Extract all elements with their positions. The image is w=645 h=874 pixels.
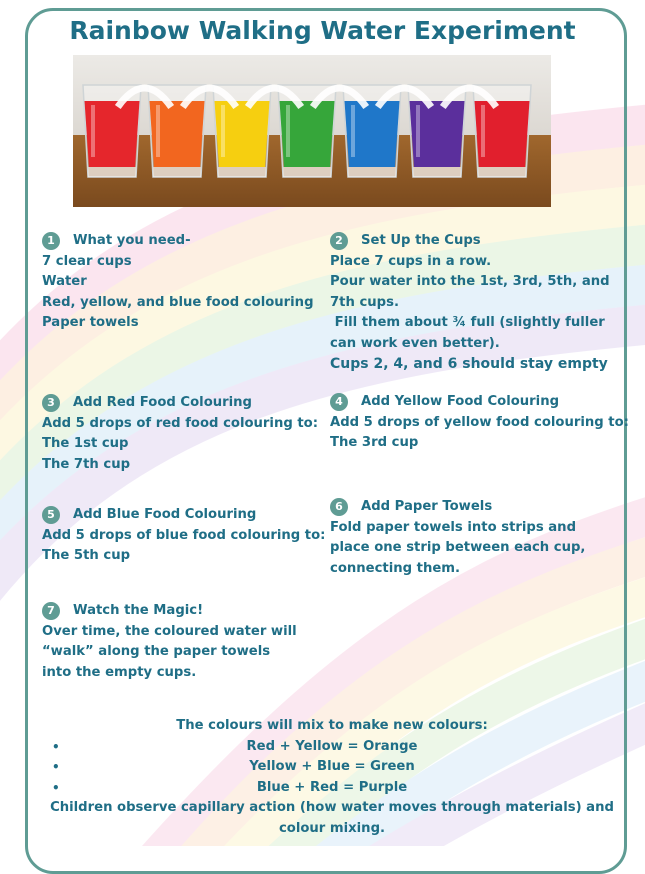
mix-list-item bbox=[42, 737, 622, 758]
cup-7 bbox=[473, 85, 531, 177]
step-line: Add 5 drops of blue food colouring to: bbox=[42, 527, 326, 543]
mix-list-item bbox=[42, 778, 622, 799]
step-number-badge: 7 bbox=[42, 602, 60, 620]
summary-conclusion: Children observe capillary action (how water moves through materials) and colour mixing. bbox=[50, 800, 614, 836]
step-line: Over time, the coloured water will “walk” along the paper towels into the empty cups. bbox=[42, 623, 297, 680]
step-line: Add 5 drops of yellow food colouring to: bbox=[330, 414, 629, 430]
step-line: Fold paper towels into strips and place one strip between each cup, connecting them. bbox=[330, 519, 586, 576]
step-line: The 7th cup bbox=[42, 456, 131, 472]
summary-intro: The colours will mix to make new colours: bbox=[176, 718, 488, 733]
mix-text: Blue + Red = Purple bbox=[256, 779, 408, 795]
step-number-badge: 5 bbox=[42, 506, 60, 524]
step-5-section bbox=[42, 505, 327, 567]
step-heading: Watch the Magic! bbox=[73, 603, 204, 618]
page-title: Rainbow Walking Water Experiment bbox=[69, 16, 576, 45]
step-line: Place 7 cups in a row. bbox=[330, 253, 492, 269]
step-heading: Add Paper Towels bbox=[361, 499, 493, 514]
step-1-section bbox=[42, 231, 322, 334]
step-7-section bbox=[42, 601, 297, 683]
step-heading: What you need- bbox=[73, 233, 191, 248]
step-heading: Set Up the Cups bbox=[361, 233, 481, 248]
cup-6 bbox=[408, 85, 466, 177]
step-line: Paper towels bbox=[42, 315, 139, 330]
mix-text: Red + Yellow = Orange bbox=[246, 738, 418, 754]
step-line: Add 5 drops of red food colouring to: bbox=[42, 415, 319, 431]
cup-1 bbox=[83, 85, 141, 177]
step-2-section bbox=[330, 231, 622, 375]
bullet-icon: • bbox=[52, 780, 60, 795]
bullet-icon: • bbox=[52, 739, 60, 754]
cup-4 bbox=[278, 85, 336, 177]
step-heading: Add Red Food Colouring bbox=[73, 395, 252, 410]
summary-section bbox=[42, 716, 622, 839]
step-line: Red, yellow, and blue food colouring bbox=[42, 294, 314, 310]
step-6-section bbox=[330, 497, 615, 579]
bullet-icon: • bbox=[52, 760, 60, 774]
mix-text: Yellow + Blue = Green bbox=[249, 759, 415, 774]
step-heading: Add Yellow Food Colouring bbox=[361, 394, 560, 409]
step-number-badge: 2 bbox=[330, 232, 348, 250]
step-3-section bbox=[42, 393, 327, 475]
step-line: Pour water into the 1st, 3rd, 5th, and 7th cups. bbox=[330, 274, 610, 310]
step-number-badge: 3 bbox=[42, 394, 60, 412]
step-number-badge: 4 bbox=[330, 393, 348, 411]
cup-3 bbox=[213, 85, 271, 177]
step-number-badge: 1 bbox=[42, 232, 60, 250]
cup-2 bbox=[148, 85, 206, 177]
walking-water-photo bbox=[73, 55, 551, 207]
step-line: Water bbox=[42, 274, 87, 289]
step-line: Cups 2, 4, and 6 should stay empty bbox=[330, 356, 608, 372]
step-line: The 5th cup bbox=[42, 548, 131, 563]
step-line: The 1st cup bbox=[42, 436, 129, 451]
mix-list-item bbox=[42, 757, 622, 778]
step-line: 7 clear cups bbox=[42, 253, 132, 269]
step-line: The 3rd cup bbox=[330, 435, 419, 450]
step-line: Fill them about ¾ full (slightly fuller can work even better). bbox=[330, 315, 610, 351]
step-number-badge: 6 bbox=[330, 498, 348, 516]
step-heading: Add Blue Food Colouring bbox=[73, 507, 257, 522]
step-4-section bbox=[330, 392, 629, 454]
cup-5 bbox=[343, 85, 401, 177]
